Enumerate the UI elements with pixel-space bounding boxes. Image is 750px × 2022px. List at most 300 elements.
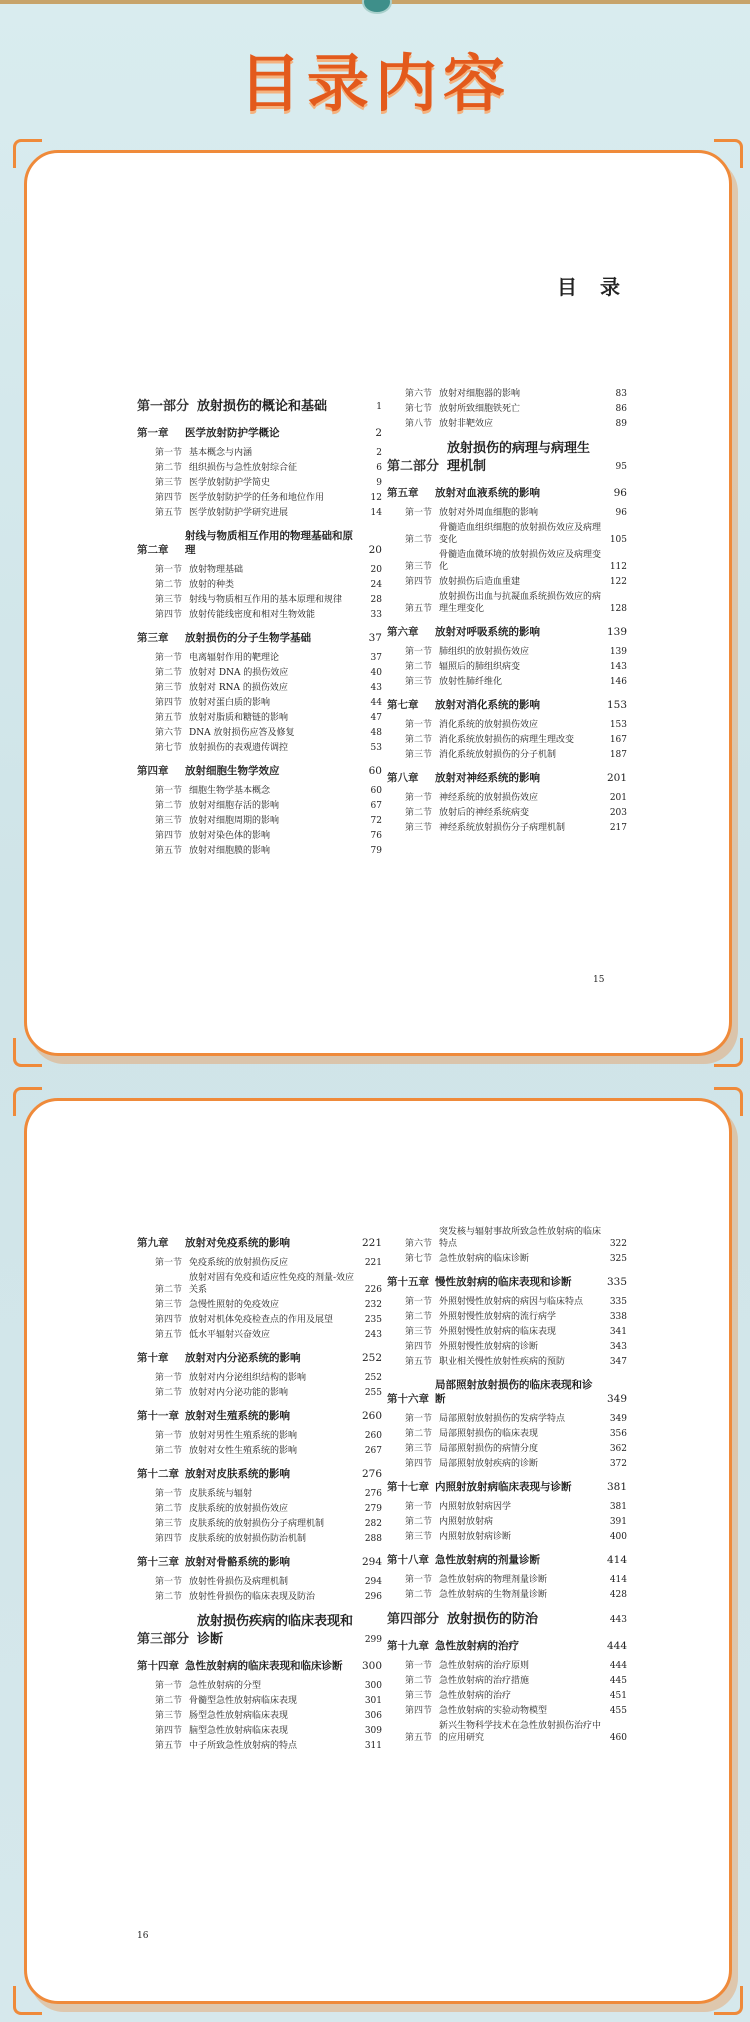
toc-section bbox=[387, 661, 627, 673]
toc-entry-page: 343 bbox=[609, 1342, 627, 1352]
toc-entry-title: 放射物理基础 bbox=[189, 565, 244, 575]
toc-section bbox=[387, 807, 627, 819]
frame-corner bbox=[714, 139, 743, 168]
toc-entry-title: 射线与物质相互作用的物理基础和原理 bbox=[185, 530, 353, 556]
toc-part bbox=[137, 1613, 382, 1649]
toc-entry-page: 341 bbox=[609, 1327, 627, 1337]
toc-entry-number: 第四节 bbox=[155, 1534, 183, 1544]
toc-section bbox=[137, 697, 382, 709]
toc-entry-page: 76 bbox=[370, 831, 382, 841]
toc-entry-title: 放射损伤的病理与病理生理机制 bbox=[447, 441, 591, 474]
toc-entry-number: 第一节 bbox=[155, 565, 183, 575]
toc-entry-title: 外照射慢性放射病的流行病学 bbox=[439, 1312, 557, 1322]
toc-entry-page: 53 bbox=[370, 743, 382, 753]
toc-entry-page: 400 bbox=[609, 1532, 627, 1542]
toc-entry-number: 第二节 bbox=[405, 1517, 433, 1527]
toc-section bbox=[387, 1226, 627, 1250]
toc-section bbox=[137, 594, 382, 606]
toc-section bbox=[137, 712, 382, 724]
toc-section bbox=[137, 682, 382, 694]
toc-entry-title: 放射对内分泌功能的影响 bbox=[189, 1388, 289, 1398]
toc-entry-page: 296 bbox=[364, 1592, 382, 1602]
toc-entry-title: 细胞生物学基本概念 bbox=[189, 786, 271, 796]
toc-entry-number: 第二节 bbox=[155, 801, 183, 811]
toc-entry-title: 放射非靶效应 bbox=[439, 419, 494, 429]
toc-section bbox=[137, 1299, 382, 1311]
toc-entry-page: 48 bbox=[370, 728, 382, 738]
toc-entry-number: 第一节 bbox=[405, 1297, 433, 1307]
toc-entry-number: 第四节 bbox=[405, 1342, 433, 1352]
toc-page-2 bbox=[24, 1098, 732, 2004]
toc-entry-title: 急性放射病的治疗 bbox=[435, 1640, 519, 1652]
toc-section bbox=[387, 1253, 627, 1265]
toc-part bbox=[387, 1611, 627, 1629]
toc-section bbox=[137, 1740, 382, 1752]
toc-entry-number: 第五节 bbox=[405, 1357, 433, 1367]
toc-entry-page: 444 bbox=[606, 1640, 627, 1652]
toc-entry-page: 79 bbox=[370, 846, 382, 856]
toc-section bbox=[137, 845, 382, 857]
toc-entry-title: 放射传能线密度和相对生物效能 bbox=[189, 610, 316, 620]
toc-entry-title: 放射对血液系统的影响 bbox=[435, 487, 540, 499]
toc-entry-page: 203 bbox=[609, 808, 627, 818]
toc-entry-page: 37 bbox=[368, 632, 382, 644]
toc-entry-number: 第五节 bbox=[155, 1741, 183, 1751]
toc-entry-page: 83 bbox=[615, 389, 627, 399]
toc-entry-page: 2 bbox=[375, 427, 382, 439]
toc-section bbox=[387, 403, 627, 415]
toc-section bbox=[387, 1589, 627, 1601]
toc-chapter bbox=[137, 1409, 382, 1423]
toc-entry-title: 放射对男性生殖系统的影响 bbox=[189, 1431, 298, 1441]
toc-entry-page: 260 bbox=[364, 1431, 382, 1441]
toc-entry-number: 第一部分 bbox=[137, 399, 190, 414]
toc-section bbox=[387, 1326, 627, 1338]
toc-entry-title: 外照射慢性放射病的诊断 bbox=[439, 1342, 539, 1352]
toc-section bbox=[387, 1720, 627, 1744]
toc-chapter bbox=[137, 1236, 382, 1250]
toc-entry-page: 95 bbox=[615, 462, 627, 472]
toc-entry-page: 311 bbox=[364, 1741, 382, 1751]
toc-section bbox=[137, 1576, 382, 1588]
toc-section bbox=[137, 1430, 382, 1442]
toc-section bbox=[137, 815, 382, 827]
toc-entry-title: 放射对蛋白质的影响 bbox=[189, 698, 271, 708]
toc-section bbox=[137, 1518, 382, 1530]
toc-entry-number: 第三节 bbox=[405, 1444, 433, 1454]
toc-entry-number: 第三节 bbox=[405, 1532, 433, 1542]
toc-entry-page: 267 bbox=[364, 1446, 382, 1456]
toc-entry-number: 第四节 bbox=[155, 1315, 183, 1325]
toc-entry-title: 放射对 RNA 的损伤效应 bbox=[189, 683, 288, 693]
toc-entry-title: 医学放射防护学研究进展 bbox=[189, 508, 289, 518]
frame-corner bbox=[13, 1087, 42, 1116]
toc-entry-number: 第八节 bbox=[405, 419, 433, 429]
toc-entry-number: 第六节 bbox=[405, 389, 433, 399]
toc-entry-title: 局部照射放射损伤的临床表现和诊断 bbox=[435, 1379, 593, 1405]
toc-entry-page: 44 bbox=[370, 698, 382, 708]
toc-entry-page: 167 bbox=[609, 735, 627, 745]
toc-entry-number: 第二章 bbox=[137, 544, 169, 556]
toc-chapter bbox=[387, 698, 627, 712]
toc-section bbox=[387, 1443, 627, 1455]
toc-entry-number: 第八章 bbox=[387, 772, 419, 784]
toc-entry-page: 252 bbox=[364, 1373, 382, 1383]
toc-entry-number: 第十六章 bbox=[387, 1393, 429, 1405]
toc-entry-page: 282 bbox=[364, 1519, 382, 1529]
toc-entry-page: 139 bbox=[606, 626, 627, 638]
page-heading: 目录内容 bbox=[238, 47, 511, 120]
toc-entry-title: 骨髓造血组织细胞的放射损伤效应及病理变化 bbox=[439, 523, 602, 545]
toc-section bbox=[387, 576, 627, 588]
toc-entry-title: 放射对皮肤系统的影响 bbox=[185, 1468, 290, 1480]
toc-entry-title: 急性放射病的物理剂量诊断 bbox=[439, 1575, 548, 1585]
toc-entry-title: 基本概念与内涵 bbox=[189, 448, 253, 458]
toc-entry-number: 第十二章 bbox=[137, 1468, 179, 1480]
toc-entry-number: 第一节 bbox=[155, 1258, 183, 1268]
toc-page-1 bbox=[24, 150, 732, 1056]
toc-section bbox=[387, 676, 627, 688]
toc-entry-page: 276 bbox=[364, 1489, 382, 1499]
toc-entry-page: 201 bbox=[606, 772, 627, 784]
toc-entry-number: 第十三章 bbox=[137, 1556, 179, 1568]
toc-section bbox=[387, 1690, 627, 1702]
toc-entry-page: 105 bbox=[609, 535, 627, 545]
toc-entry-title: 放射的种类 bbox=[189, 580, 235, 590]
toc-entry-title: 神经系统的放射损伤效应 bbox=[439, 793, 539, 803]
toc-section bbox=[387, 1311, 627, 1323]
toc-entry-title: 局部照射损伤的临床表现 bbox=[439, 1429, 539, 1439]
toc-entry-page: 235 bbox=[364, 1315, 382, 1325]
toc-section bbox=[137, 1680, 382, 1692]
toc-entry-page: 335 bbox=[609, 1297, 627, 1307]
toc-entry-title: 电离辐射作用的靶理论 bbox=[189, 653, 280, 663]
toc-entry-title: 外照射慢性放射病的病因与临床特点 bbox=[439, 1297, 584, 1307]
toc-section bbox=[137, 1591, 382, 1603]
frame-corner bbox=[13, 1986, 42, 2015]
toc-section bbox=[387, 646, 627, 658]
toc-entry-number: 第二节 bbox=[405, 535, 433, 545]
toc-entry-title: 医学放射防护学概论 bbox=[185, 427, 280, 439]
toc-entry-title: 放射性骨损伤的临床表现及防治 bbox=[189, 1592, 316, 1602]
toc-entry-number: 第五节 bbox=[155, 846, 183, 856]
toc-section bbox=[387, 1574, 627, 1586]
toc-section bbox=[137, 1695, 382, 1707]
toc-entry-title: 消化系统放射损伤的分子机制 bbox=[439, 750, 557, 760]
toc-section bbox=[137, 800, 382, 812]
toc-entry-page: 153 bbox=[609, 720, 627, 730]
toc-title: 目 录 bbox=[557, 275, 628, 299]
toc-entry-number: 第三节 bbox=[155, 683, 183, 693]
toc-entry-number: 第四部分 bbox=[387, 1612, 440, 1627]
toc-entry-title: 免疫系统的放射损伤反应 bbox=[189, 1258, 289, 1268]
toc-entry-page: 47 bbox=[370, 713, 382, 723]
toc-entry-title: 放射性骨损伤及病理机制 bbox=[189, 1577, 289, 1587]
toc-entry-page: 232 bbox=[364, 1300, 382, 1310]
toc-entry-number: 第五节 bbox=[155, 713, 183, 723]
toc-entry-title: 射线与物质相互作用的基本原理和规律 bbox=[189, 595, 343, 605]
toc-section bbox=[387, 522, 627, 546]
toc-section bbox=[137, 507, 382, 519]
toc-entry-number: 第二节 bbox=[155, 1285, 183, 1295]
toc-entry-title: 放射所致细胞铁死亡 bbox=[439, 404, 521, 414]
toc-entry-title: 放射对内分泌组织结构的影响 bbox=[189, 1373, 307, 1383]
toc-entry-page: 455 bbox=[609, 1706, 627, 1716]
toc-entry-page: 146 bbox=[609, 677, 627, 687]
toc-entry-page: 252 bbox=[361, 1352, 382, 1364]
toc-entry-title: 组织损伤与急性放射综合征 bbox=[189, 463, 298, 473]
toc-entry-page: 139 bbox=[609, 647, 627, 657]
toc-entry-title: 突发核与辐射事故所致急性放射病的临床特点 bbox=[439, 1227, 602, 1249]
toc-entry-title: 放射对骨骼系统的影响 bbox=[185, 1556, 290, 1568]
toc-section bbox=[137, 1329, 382, 1341]
toc-entry-page: 9 bbox=[376, 478, 382, 488]
toc-entry-page: 445 bbox=[609, 1676, 627, 1686]
toc-entry-number: 第二节 bbox=[155, 668, 183, 678]
toc-entry-page: 255 bbox=[364, 1388, 382, 1398]
toc-entry-number: 第三节 bbox=[405, 750, 433, 760]
toc-section bbox=[137, 1272, 382, 1296]
toc-entry-number: 第七节 bbox=[405, 404, 433, 414]
toc-entry-page: 112 bbox=[609, 562, 627, 572]
toc-entry-page: 67 bbox=[370, 801, 382, 811]
toc-entry-title: 职业相关慢性放射性疾病的预防 bbox=[439, 1357, 566, 1367]
toc-column-left bbox=[137, 1226, 382, 1755]
toc-entry-title: 放射损伤疾病的临床表现和诊断 bbox=[197, 1614, 354, 1647]
toc-section bbox=[387, 1428, 627, 1440]
toc-section bbox=[387, 1675, 627, 1687]
toc-chapter bbox=[387, 625, 627, 639]
toc-entry-page: 143 bbox=[609, 662, 627, 672]
toc-entry-title: 放射损伤的概论和基础 bbox=[197, 399, 328, 414]
toc-entry-page: 221 bbox=[364, 1258, 382, 1268]
toc-entry-title: 放射对免疫系统的影响 bbox=[185, 1237, 290, 1249]
toc-chapter bbox=[137, 1659, 382, 1673]
toc-section bbox=[387, 1531, 627, 1543]
toc-entry-number: 第七节 bbox=[155, 743, 183, 753]
toc-entry-title: 放射损伤出血与抗凝血系统损伤效应的病理生理变化 bbox=[439, 592, 602, 614]
toc-entry-title: 放射对消化系统的影响 bbox=[435, 699, 540, 711]
toc-chapter bbox=[387, 486, 627, 500]
toc-entry-page: 460 bbox=[609, 1733, 627, 1743]
toc-entry-page: 444 bbox=[609, 1661, 627, 1671]
toc-entry-page: 221 bbox=[361, 1237, 382, 1249]
toc-section bbox=[137, 785, 382, 797]
toc-entry-title: 放射对神经系统的影响 bbox=[435, 772, 540, 784]
toc-entry-title: 皮肤系统的放射损伤分子病理机制 bbox=[189, 1519, 325, 1529]
toc-entry-number: 第一节 bbox=[155, 786, 183, 796]
toc-section bbox=[137, 1725, 382, 1737]
toc-chapter bbox=[137, 1351, 382, 1365]
toc-entry-title: 放射对固有免疫和适应性免疫的剂量-效应关系 bbox=[189, 1273, 355, 1295]
toc-entry-title: 放射后的神经系统病变 bbox=[439, 808, 530, 818]
toc-entry-title: 内照射放射病临床表现与诊断 bbox=[435, 1481, 572, 1493]
toc-entry-page: 243 bbox=[364, 1330, 382, 1340]
toc-entry-number: 第一节 bbox=[155, 1373, 183, 1383]
toc-entry-number: 第十四章 bbox=[137, 1660, 179, 1672]
toc-entry-number: 第二节 bbox=[155, 1504, 183, 1514]
toc-entry-page: 325 bbox=[609, 1254, 627, 1264]
toc-entry-title: 局部照射损伤的病情分度 bbox=[439, 1444, 539, 1454]
toc-section bbox=[387, 418, 627, 430]
toc-section bbox=[387, 1413, 627, 1425]
toc-entry-page: 414 bbox=[609, 1575, 627, 1585]
toc-entry-number: 第二节 bbox=[155, 1696, 183, 1706]
toc-section bbox=[387, 1501, 627, 1513]
toc-section bbox=[137, 667, 382, 679]
toc-entry-page: 260 bbox=[361, 1410, 382, 1422]
toc-entry-title: DNA 放射损伤应答及修复 bbox=[189, 728, 295, 738]
toc-section bbox=[137, 830, 382, 842]
toc-entry-number: 第四节 bbox=[155, 610, 183, 620]
toc-section bbox=[137, 742, 382, 754]
toc-part bbox=[387, 440, 627, 476]
toc-entry-number: 第三章 bbox=[137, 632, 169, 644]
page-number: 15 bbox=[593, 975, 605, 985]
toc-entry-number: 第三节 bbox=[405, 1691, 433, 1701]
toc-entry-page: 2 bbox=[376, 448, 382, 458]
toc-entry-page: 362 bbox=[609, 1444, 627, 1454]
toc-entry-page: 12 bbox=[370, 493, 382, 503]
toc-entry-number: 第三节 bbox=[405, 677, 433, 687]
toc-entry-page: 372 bbox=[609, 1459, 627, 1469]
toc-section bbox=[137, 727, 382, 739]
toc-entry-page: 43 bbox=[370, 683, 382, 693]
toc-entry-title: 放射对外周血细胞的影响 bbox=[439, 508, 539, 518]
toc-entry-number: 第七章 bbox=[387, 699, 419, 711]
toc-entry-title: 放射对内分泌系统的影响 bbox=[185, 1352, 301, 1364]
toc-entry-page: 347 bbox=[609, 1357, 627, 1367]
toc-entry-title: 内照射放射病 bbox=[439, 1517, 494, 1527]
toc-entry-title: 神经系统放射损伤分子病理机制 bbox=[439, 823, 566, 833]
toc-entry-number: 第十五章 bbox=[387, 1276, 429, 1288]
toc-entry-page: 33 bbox=[370, 610, 382, 620]
toc-entry-title: 放射对细胞存活的影响 bbox=[189, 801, 280, 811]
toc-entry-page: 6 bbox=[376, 463, 382, 473]
toc-chapter bbox=[387, 1639, 627, 1653]
toc-entry-title: 急性放射病的治疗措施 bbox=[439, 1676, 530, 1686]
toc-entry-title: 放射损伤的表观遗传调控 bbox=[189, 743, 289, 753]
toc-entry-page: 349 bbox=[609, 1414, 627, 1424]
toc-entry-title: 放射对 DNA 的损伤效应 bbox=[189, 668, 289, 678]
toc-entry-title: 肠型急性放射病临床表现 bbox=[189, 1711, 289, 1721]
toc-entry-page: 89 bbox=[615, 419, 627, 429]
toc-entry-page: 299 bbox=[364, 1635, 382, 1645]
toc-section bbox=[137, 564, 382, 576]
toc-section bbox=[137, 1533, 382, 1545]
toc-chapter bbox=[387, 1378, 627, 1406]
toc-section bbox=[387, 1705, 627, 1717]
toc-entry-number: 第二节 bbox=[155, 580, 183, 590]
toc-entry-page: 381 bbox=[606, 1481, 627, 1493]
toc-entry-page: 309 bbox=[364, 1726, 382, 1736]
toc-entry-number: 第四节 bbox=[405, 577, 433, 587]
toc-entry-number: 第二节 bbox=[155, 1388, 183, 1398]
toc-entry-title: 放射对细胞周期的影响 bbox=[189, 816, 280, 826]
toc-entry-page: 414 bbox=[606, 1554, 627, 1566]
toc-section bbox=[387, 719, 627, 731]
toc-entry-number: 第一节 bbox=[155, 1577, 183, 1587]
page-number: 16 bbox=[137, 1931, 149, 1941]
toc-column-right bbox=[387, 1226, 627, 1747]
toc-entry-page: 349 bbox=[606, 1393, 627, 1405]
toc-entry-number: 第一节 bbox=[405, 508, 433, 518]
toc-entry-number: 第一节 bbox=[155, 1489, 183, 1499]
toc-entry-title: 放射对细胞器的影响 bbox=[439, 389, 521, 399]
toc-column-left bbox=[137, 388, 382, 860]
toc-section bbox=[387, 1341, 627, 1353]
toc-entry-title: 放射对染色体的影响 bbox=[189, 831, 271, 841]
toc-entry-number: 第一章 bbox=[137, 427, 169, 439]
toc-section bbox=[137, 1257, 382, 1269]
toc-entry-number: 第一节 bbox=[405, 1575, 433, 1585]
toc-entry-number: 第二部分 bbox=[387, 459, 440, 474]
toc-entry-number: 第四节 bbox=[155, 698, 183, 708]
toc-section bbox=[387, 507, 627, 519]
toc-entry-number: 第十一章 bbox=[137, 1410, 179, 1422]
toc-entry-page: 217 bbox=[609, 823, 627, 833]
toc-entry-page: 356 bbox=[609, 1429, 627, 1439]
toc-entry-page: 301 bbox=[364, 1696, 382, 1706]
toc-entry-number: 第十七章 bbox=[387, 1481, 429, 1493]
toc-entry-number: 第九章 bbox=[137, 1237, 169, 1249]
toc-entry-title: 骨髓造血微环境的放射损伤效应及病理变化 bbox=[439, 550, 602, 572]
toc-section bbox=[137, 447, 382, 459]
toc-entry-title: 肺组织的放射损伤效应 bbox=[439, 647, 530, 657]
toc-entry-title: 内照射放射病因学 bbox=[439, 1502, 512, 1512]
toc-entry-number: 第三部分 bbox=[137, 1632, 190, 1647]
toc-entry-page: 14 bbox=[370, 508, 382, 518]
toc-entry-number: 第三节 bbox=[405, 823, 433, 833]
toc-entry-number: 第二节 bbox=[155, 1592, 183, 1602]
toc-entry-page: 201 bbox=[609, 793, 627, 803]
toc-section bbox=[137, 477, 382, 489]
toc-entry-number: 第二节 bbox=[405, 662, 433, 672]
toc-entry-number: 第一节 bbox=[405, 647, 433, 657]
toc-entry-title: 新兴生物科学技术在急性放射损伤治疗中的应用研究 bbox=[439, 1721, 602, 1743]
toc-chapter bbox=[387, 1553, 627, 1567]
toc-entry-number: 第四章 bbox=[137, 765, 169, 777]
toc-entry-title: 脑型急性放射病临床表现 bbox=[189, 1726, 289, 1736]
toc-entry-page: 20 bbox=[370, 565, 382, 575]
frame-corner bbox=[13, 1038, 42, 1067]
toc-section bbox=[387, 388, 627, 400]
toc-entry-page: 443 bbox=[609, 1615, 627, 1625]
toc-entry-title: 局部照射放射损伤的发病学特点 bbox=[439, 1414, 566, 1424]
toc-entry-title: 急性放射病的临床诊断 bbox=[439, 1254, 530, 1264]
toc-entry-number: 第三节 bbox=[155, 1711, 183, 1721]
toc-entry-title: 消化系统放射损伤的病理生理改变 bbox=[439, 735, 575, 745]
toc-entry-number: 第四节 bbox=[155, 1726, 183, 1736]
toc-entry-number: 第一节 bbox=[405, 1661, 433, 1671]
frame-corner bbox=[714, 1038, 743, 1067]
toc-entry-page: 294 bbox=[361, 1556, 382, 1568]
toc-section bbox=[137, 1488, 382, 1500]
toc-part bbox=[137, 398, 382, 416]
toc-entry-number: 第一节 bbox=[405, 720, 433, 730]
toc-entry-title: 急性放射病的治疗原则 bbox=[439, 1661, 530, 1671]
toc-entry-title: 放射损伤后造血重建 bbox=[439, 577, 521, 587]
toc-entry-title: 放射对呼吸系统的影响 bbox=[435, 626, 540, 638]
toc-entry-number: 第四节 bbox=[405, 1706, 433, 1716]
frame-corner bbox=[13, 139, 42, 168]
toc-entry-title: 辐照后的肺组织病变 bbox=[439, 662, 521, 672]
toc-entry-title: 急性放射病的治疗 bbox=[439, 1691, 512, 1701]
toc-section bbox=[387, 1516, 627, 1528]
toc-entry-title: 消化系统的放射损伤效应 bbox=[439, 720, 539, 730]
toc-entry-number: 第三节 bbox=[155, 595, 183, 605]
toc-entry-number: 第一节 bbox=[155, 1431, 183, 1441]
